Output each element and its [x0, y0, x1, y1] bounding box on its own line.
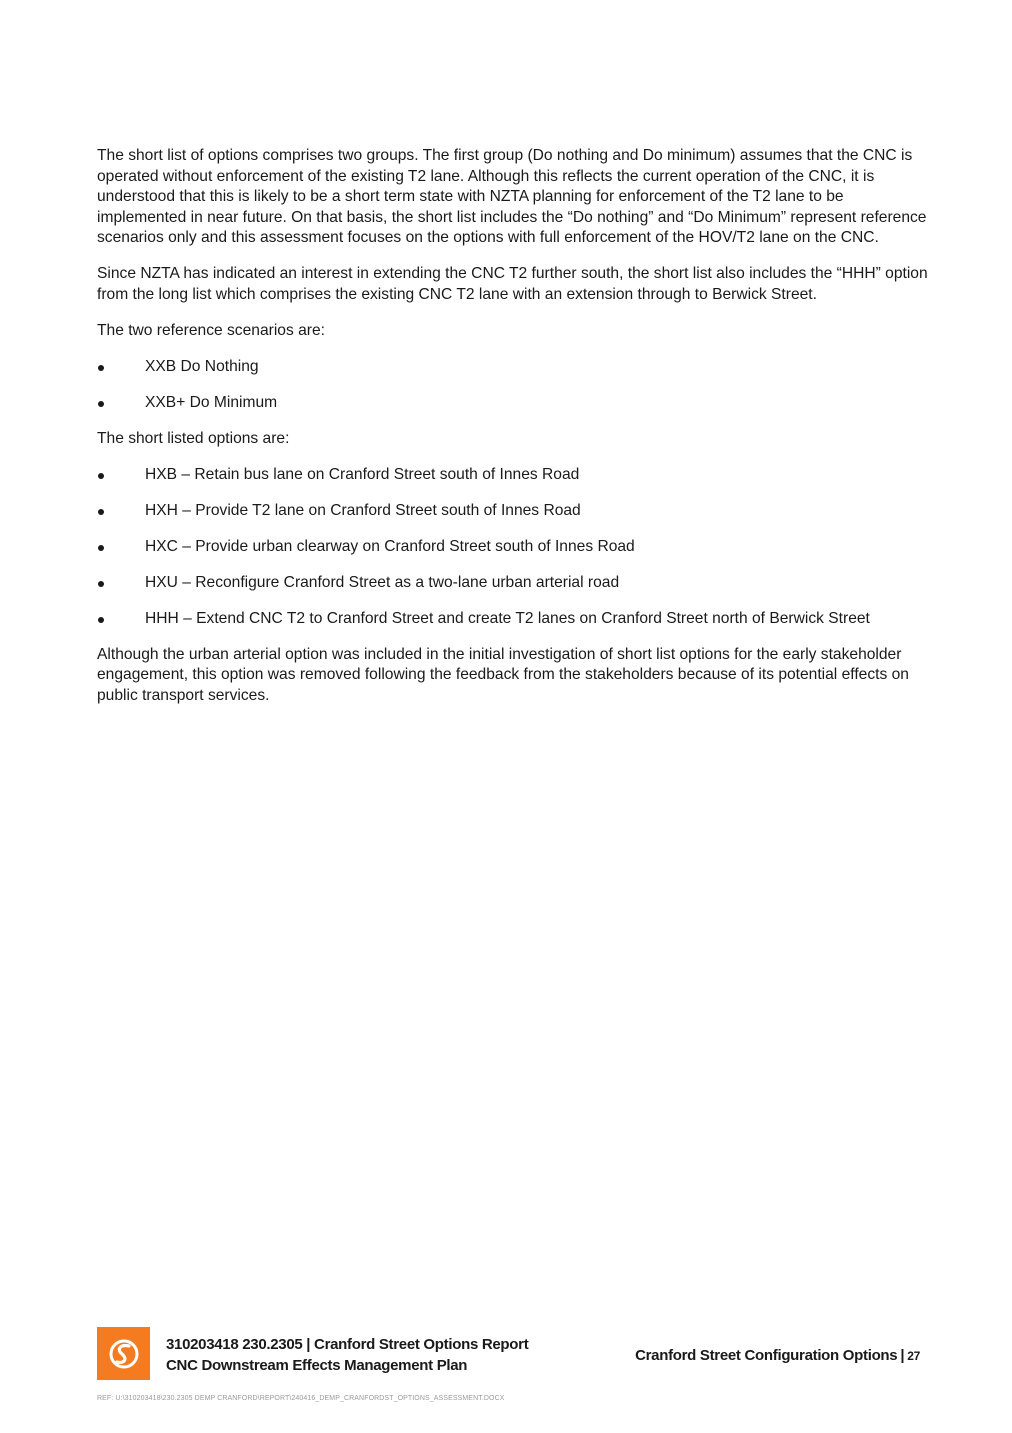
- bullet-icon: [98, 473, 104, 479]
- list-item: [97, 537, 932, 558]
- footer-section: [635, 1345, 920, 1367]
- short-listed-options-list: [97, 465, 932, 630]
- paragraph-reference-heading: The two reference scenarios are:: [97, 321, 325, 339]
- footer-report-title: 310203418 230.2305 | Cranford Street Options Report: [166, 1336, 529, 1353]
- list-item: [97, 465, 932, 486]
- list-item: [97, 573, 932, 594]
- list-item: [97, 393, 932, 414]
- footer-section-title: Cranford Street Configuration Options: [635, 1347, 898, 1364]
- bullet-icon: [98, 509, 104, 515]
- list-item: [97, 501, 932, 522]
- paragraph-hhh-option: Since NZTA has indicated an interest in extending the CNC T2 further south, the short list also includes the “HHH” option from the long list which comprises the existing CNC T2 lane with an extension through to Berwick Street.: [97, 265, 928, 303]
- bullet-icon: [98, 581, 104, 587]
- list-item-text: HXC – Provide urban clearway on Cranford Street south of Innes Road: [145, 537, 635, 555]
- list-item: [97, 357, 932, 378]
- footer-separator: |: [900, 1347, 905, 1364]
- list-item-text: HXU – Reconfigure Cranford Street as a two-lane urban arterial road: [145, 573, 620, 591]
- list-item: [97, 609, 932, 630]
- bullet-icon: [98, 617, 104, 623]
- logo-mark-icon: [107, 1337, 141, 1371]
- bullet-icon: [98, 545, 104, 551]
- stantec-logo-icon: [97, 1327, 150, 1380]
- paragraph-intro: The short list of options comprises two groups. The first group (Do nothing and Do minimum) assumes that the CNC is operated without enforcement of the existing T2 lane. Although this reflects the current operation of the CNC, it is understood that this is likely to be a short term state with NZTA planning for enforcement of the T2 lane to be implemented in near future. On that basis, the short list includes the “Do nothing” and “Do Minimum” represent reference scenarios only and this assessment focuses on the options with full enforcement of the HOV/T2 lane on the CNC.: [97, 147, 927, 246]
- paragraph-conclusion: Although the urban arterial option was included in the initial investigation of short list options for the early stakeholder engagement, this option was removed following the feedback from the stakeholders because of its potential effects on public transport services.: [97, 645, 909, 704]
- list-item-text: XXB+ Do Minimum: [145, 393, 278, 411]
- document-body: [97, 146, 932, 722]
- list-item-text: XXB Do Nothing: [145, 357, 259, 375]
- list-item-text: HHH – Extend CNC T2 to Cranford Street and create T2 lanes on Cranford Street north of Berwick Street: [145, 609, 870, 627]
- bullet-icon: [98, 401, 104, 407]
- bullet-icon: [98, 365, 104, 371]
- footer-plan-title: CNC Downstream Effects Management Plan: [166, 1357, 468, 1374]
- list-item-text: HXH – Provide T2 lane on Cranford Street south of Innes Road: [145, 501, 581, 519]
- page-number: 27: [907, 1349, 920, 1363]
- list-item-text: HXB – Retain bus lane on Cranford Street south of Innes Road: [145, 465, 580, 483]
- reference-scenarios-list: [97, 357, 932, 414]
- footer-file-reference: REF: U:\310203418\230.2305 DEMP CRANFORD\REPORT\240416_DEMP_CRANFORDST_OPTIONS_ASSESSMENT.DOCX: [97, 1395, 505, 1402]
- paragraph-options-heading: The short listed options are:: [97, 429, 290, 447]
- footer-report-info: [166, 1334, 528, 1376]
